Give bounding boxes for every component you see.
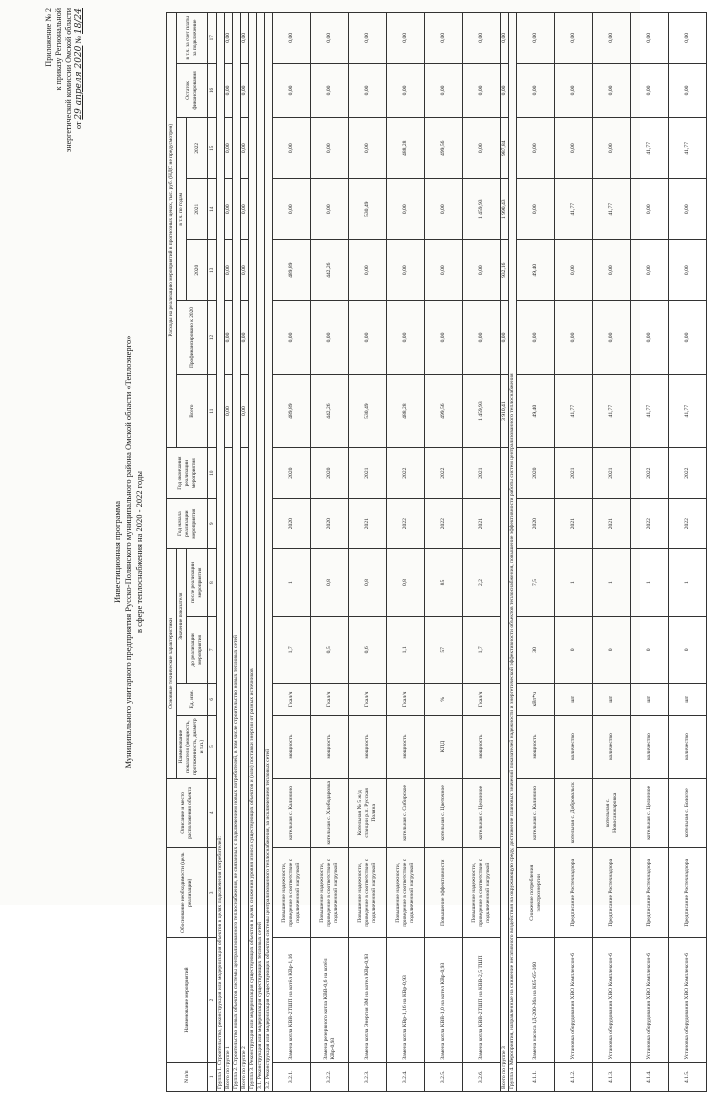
cell-2021: 530,49 — [349, 179, 387, 240]
cell-remain: 0,00 — [555, 63, 593, 118]
group-1-heading-label: Группа 1. Строительство, реконструкция или модернизация объектов в целях подключения потребителей: — [217, 13, 225, 1092]
cell-name: Замена котла Энергия 3М на котел КВр-0,93 — [349, 938, 387, 1062]
cell-debt: 0,00 — [631, 13, 669, 64]
column-number: 10 — [208, 448, 217, 498]
header-tech: Основные технические характеристики — [167, 549, 177, 778]
cell-end: 2021 — [463, 448, 501, 498]
cell-2020: 442,26 — [311, 240, 349, 301]
cell-remain: 0,00 — [387, 63, 425, 118]
cell-financed: 0,00 — [669, 301, 707, 375]
cell-end: 2022 — [631, 448, 669, 498]
group-3-heading-label: Группа 3. Реконструкция или модернизация существующих объектов в целях снижения уровня износа существующих объектов и (или) поставки энергии от разных источников — [249, 13, 257, 1092]
header-2022: 2022 — [187, 118, 208, 179]
header-remain: Остаток финансирования — [177, 63, 208, 118]
cell-before: 0 — [593, 616, 631, 683]
header-indicator: Наименование показателя (мощность, протяженность, диаметр и т.п.) — [177, 715, 208, 778]
cell-2021: 41,77 — [555, 179, 593, 240]
cell-name: Замена котла КВВ-2ТШП на КВВ-2,5 ТШП — [463, 938, 501, 1062]
cell-justification: Повышение эффективности — [425, 848, 463, 938]
cell-2021: 0,00 — [669, 179, 707, 240]
cell-debt: 0,00 — [425, 13, 463, 64]
cell-2021: 0,00 — [311, 179, 349, 240]
cell-start: 2022 — [387, 498, 425, 548]
cell-justification: Повышение надежности, приведение в соответствие с подключенной нагрузкой — [387, 848, 425, 938]
cell-name: Замена котла КВВ-2ТШП на котёл КВр-1,16 — [273, 938, 311, 1062]
group-1-total-value: 0,00 — [225, 118, 233, 179]
cell-2022: 41,77 — [631, 118, 669, 179]
cell-total: 41,77 — [555, 374, 593, 448]
cell-location: котельная с. Калинино — [517, 778, 555, 847]
cell-unit: шт — [555, 684, 593, 716]
header-financed: Профинансировано к 2020 — [177, 301, 208, 375]
column-number: 17 — [208, 13, 217, 64]
column-number: 1 — [208, 1062, 217, 1091]
column-number: 7 — [208, 616, 217, 683]
cell-financed: 0,00 — [273, 301, 311, 375]
cell-2021: 41,77 — [593, 179, 631, 240]
column-number: 6 — [208, 684, 217, 716]
cell-2020: 0,00 — [425, 240, 463, 301]
cell-number: 3.2.4. — [387, 1062, 425, 1091]
cell-2022: 0,00 — [463, 118, 501, 179]
title-line-2: Муниципального унитарного предприятия Русско-Полянского муниципального района Омской области «Теплоэнерго» — [123, 335, 133, 769]
group-2-total-value: 0,00 — [241, 374, 249, 448]
cell-2022: 41,77 — [669, 118, 707, 179]
cell-debt: 0,00 — [311, 13, 349, 64]
header-end: Год окончания реализации мероприятия — [167, 448, 208, 498]
appendix-from: от — [74, 121, 83, 129]
cell-end: 2022 — [669, 448, 707, 498]
group-1-total-value: 0,00 — [225, 240, 233, 301]
cell-start: 2021 — [555, 498, 593, 548]
table-row — [631, 13, 669, 1092]
cell-2020: 0,00 — [631, 240, 669, 301]
cell-number: 4.1.5. — [669, 1062, 707, 1091]
group-2-total-value: 0,00 — [241, 13, 249, 64]
column-number: 8 — [208, 549, 217, 616]
header-unit: Ед. изм. — [177, 684, 208, 716]
group-1-total-value: 0,00 — [225, 301, 233, 375]
group-1-total — [225, 13, 233, 1092]
cell-total: 41,77 — [631, 374, 669, 448]
cell-name: Замена котла КВВ-1,0 на котел КВр-0,93 — [425, 938, 463, 1062]
header-2020: 2020 — [187, 240, 208, 301]
cell-2020: 489,89 — [273, 240, 311, 301]
cell-financed: 0,00 — [593, 301, 631, 375]
cell-location: котельная с. Бологое — [669, 778, 707, 847]
cell-debt: 0,00 — [517, 13, 555, 64]
table-row — [425, 13, 463, 1092]
group-2-total-value: 0,00 — [241, 240, 249, 301]
group-2-heading-label: Группа 2. Строительство новых объектов системы централизованного теплоснабжения, не связанных с подключением новых потребителей, в том числе строительство новых тепловых сетей — [233, 13, 241, 1092]
cell-number: 4.1.3. — [593, 1062, 631, 1091]
column-number: 3 — [208, 848, 217, 938]
group-2-total-value: 0,00 — [241, 179, 249, 240]
cell-financed: 0,00 — [387, 301, 425, 375]
appendix-line-2: к приказу Региональной — [54, 8, 63, 91]
header-location: Описание и место расположения объекта — [167, 778, 208, 847]
cell-unit: Гкал/ч — [311, 684, 349, 716]
cell-after: 1 — [555, 549, 593, 616]
cell-end: 2020 — [311, 448, 349, 498]
table-row — [463, 13, 501, 1092]
cell-total: 499,56 — [425, 374, 463, 448]
appendix-line-3: энергетической комиссии Омской области — [64, 8, 73, 153]
cell-debt: 0,00 — [555, 13, 593, 64]
cell-justification: Предписание Ростехнадзора — [669, 848, 707, 938]
cell-unit: шт — [631, 684, 669, 716]
cell-indicator: количество — [631, 715, 669, 778]
cell-unit: Гкал/ч — [463, 684, 501, 716]
cell-before: 1,7 — [463, 616, 501, 683]
header-expenses: Расходы на реализацию мероприятий в прогнозных ценах, тыс. руб. (НДС не предусмотрен) — [167, 13, 177, 448]
cell-number: 3.2.3. — [349, 1062, 387, 1091]
appendix-line-1: Приложение № 2 — [44, 8, 53, 67]
group-2-total — [241, 13, 249, 1092]
cell-remain: 0,00 — [273, 63, 311, 118]
group-3-total-value: 987,84 — [501, 118, 509, 179]
header-by-years: в т.ч. по годам — [177, 118, 187, 301]
cell-financed: 0,00 — [631, 301, 669, 375]
column-number: 11 — [208, 374, 217, 448]
cell-start: 2022 — [631, 498, 669, 548]
appendix-header — [44, 8, 84, 152]
cell-unit: Гкал/ч — [387, 684, 425, 716]
cell-justification: Повышение надежности, приведение в соответствие с подключенной нагрузкой — [273, 848, 311, 938]
cell-unit: % — [425, 684, 463, 716]
cell-before: 0,6 — [349, 616, 387, 683]
cell-end: 2022 — [387, 448, 425, 498]
cell-justification: Предписание Ростехнадзора — [555, 848, 593, 938]
cell-name: Замена насоса 1Д-200-36а на К65-65-160 — [517, 938, 555, 1062]
table-body — [217, 13, 707, 1092]
header-value: Значение показателя — [177, 549, 187, 684]
cell-after: 0,8 — [387, 549, 425, 616]
group-3-total-label: Всего по группе 3 — [501, 448, 509, 1092]
table-row — [311, 13, 349, 1092]
cell-remain: 0,00 — [669, 63, 707, 118]
cell-end: 2020 — [517, 448, 555, 498]
cell-unit: шт — [593, 684, 631, 716]
cell-name: Установка оборудования ХВО Комплексон-6 — [593, 938, 631, 1062]
cell-2022: 0,00 — [593, 118, 631, 179]
group-3-total-value: 1 990,43 — [501, 179, 509, 240]
column-number: 2 — [208, 938, 217, 1062]
cell-before: 1,1 — [387, 616, 425, 683]
cell-financed: 0,00 — [463, 301, 501, 375]
cell-end: 2020 — [273, 448, 311, 498]
handwritten-date: 29 апреля 2020 — [74, 45, 84, 120]
cell-remain: 0,00 — [517, 63, 555, 118]
group-2-total-value: 0,00 — [241, 118, 249, 179]
header-justification: Обоснование необходимости (цель реализации) — [167, 848, 208, 938]
cell-name: Установка оборудования ХВО Комплексон-6 — [631, 938, 669, 1062]
cell-indicator: количество — [669, 715, 707, 778]
cell-debt: 0,00 — [669, 13, 707, 64]
table-row — [669, 13, 707, 1092]
cell-end: 2022 — [425, 448, 463, 498]
group-3-total — [501, 13, 509, 1092]
cell-unit: кВт*ч — [517, 684, 555, 716]
cell-2022: 499,56 — [425, 118, 463, 179]
header-name: Наименование мероприятий — [167, 938, 208, 1062]
cell-after: 7,5 — [517, 549, 555, 616]
cell-debt: 0,00 — [463, 13, 501, 64]
cell-after: 85 — [425, 549, 463, 616]
table-row — [555, 13, 593, 1092]
cell-debt: 0,00 — [273, 13, 311, 64]
cell-2022: 0,00 — [311, 118, 349, 179]
cell-remain: 0,00 — [631, 63, 669, 118]
cell-number: 4.1.1. — [517, 1062, 555, 1091]
cell-start: 2020 — [273, 498, 311, 548]
cell-total: 489,89 — [273, 374, 311, 448]
cell-location: котельная с. Сибирское — [387, 778, 425, 847]
cell-before: 0,5 — [311, 616, 349, 683]
header-total: Всего — [177, 374, 208, 448]
cell-after: 0,8 — [311, 549, 349, 616]
cell-start: 2020 — [517, 498, 555, 548]
cell-total: 1 459,93 — [463, 374, 501, 448]
column-number: 14 — [208, 179, 217, 240]
cell-start: 2021 — [463, 498, 501, 548]
cell-name: Замена котла КВр-1,16 на КВр-0,93 — [387, 938, 425, 1062]
cell-after: 1 — [631, 549, 669, 616]
cell-before: 1,7 — [273, 616, 311, 683]
cell-justification: Повышение надежности, приведение в соответствие с подключенной нагрузкой — [311, 848, 349, 938]
column-number: 4 — [208, 778, 217, 847]
cell-indicator: мощность — [517, 715, 555, 778]
table-row — [273, 13, 311, 1092]
cell-2021: 0,00 — [631, 179, 669, 240]
cell-location: котельная с. Целинное — [631, 778, 669, 847]
cell-2021: 0,00 — [517, 179, 555, 240]
group-2-heading — [233, 13, 241, 1092]
cell-financed: 0,00 — [349, 301, 387, 375]
header-after: после реализации мероприятия — [187, 549, 208, 616]
cell-remain: 0,00 — [311, 63, 349, 118]
cell-2021: 0,00 — [425, 179, 463, 240]
cell-indicator: мощность — [463, 715, 501, 778]
group-3-total-value: 0,00 — [501, 63, 509, 118]
cell-justification: Снижение потребления электроэнергии — [517, 848, 555, 938]
cell-total: 488,28 — [387, 374, 425, 448]
cell-justification: Повышение надежности, приведение в соответствие с подключенной нагрузкой — [463, 848, 501, 938]
cell-location: котельная с. Хлебодаровка — [311, 778, 349, 847]
cell-2022: 0,00 — [555, 118, 593, 179]
group-3-total-value: 0,00 — [501, 13, 509, 64]
cell-2022: 0,00 — [349, 118, 387, 179]
cell-2022: 0,00 — [273, 118, 311, 179]
appendix-number-sign: № — [74, 35, 83, 44]
cell-before: 57 — [425, 616, 463, 683]
header-debt: в т.ч. за счет платы за подключение — [177, 13, 208, 64]
cell-justification: Предписание Ростехнадзора — [631, 848, 669, 938]
group-3-1-heading-label: 3.1. Реконструкция или модернизация существующих тепловых сетей — [257, 13, 265, 1092]
cell-name: Установка оборудования ХВО Комплексон-6 — [555, 938, 593, 1062]
cell-total: 41,77 — [669, 374, 707, 448]
cell-after: 1 — [273, 549, 311, 616]
group-2-total-value: 0,00 — [241, 63, 249, 118]
group-1-total-value: 0,00 — [225, 13, 233, 64]
cell-before: 0 — [631, 616, 669, 683]
group-2-total-label: Всего по группе 2 — [241, 448, 249, 1092]
cell-debt: 0,00 — [593, 13, 631, 64]
cell-total: 530,49 — [349, 374, 387, 448]
cell-location: котельная с. Добровольск — [555, 778, 593, 847]
group-4-heading-label: Группа 4. Мероприятия, направленные на снижение негативного воздействия на окружающую среду, достижение плановых значений показателей надежности и энергетической эффективности объектов теплоснабжения, повышение эффективности работы систем централизованного теплоснабжения — [509, 13, 517, 1092]
cell-2020: 0,00 — [593, 240, 631, 301]
investment-table — [166, 12, 707, 1092]
cell-indicator: мощность — [273, 715, 311, 778]
cell-start: 2021 — [593, 498, 631, 548]
cell-location: котельная с. Новосанжаровка — [593, 778, 631, 847]
cell-after: 2,2 — [463, 549, 501, 616]
group-3-1-heading — [257, 13, 265, 1092]
group-4-heading — [509, 13, 517, 1092]
cell-indicator: КПД — [425, 715, 463, 778]
group-3-heading — [249, 13, 257, 1092]
cell-debt: 0,00 — [349, 13, 387, 64]
cell-number: 3.2.1. — [273, 1062, 311, 1091]
header-n: N п/п — [167, 1062, 208, 1091]
cell-2021: 0,00 — [273, 179, 311, 240]
cell-remain: 0,00 — [349, 63, 387, 118]
cell-start: 2022 — [669, 498, 707, 548]
cell-total: 49,40 — [517, 374, 555, 448]
cell-indicator: мощность — [311, 715, 349, 778]
cell-unit: шт — [669, 684, 707, 716]
cell-2020: 0,00 — [349, 240, 387, 301]
cell-end: 2021 — [555, 448, 593, 498]
column-numbers-row — [208, 13, 217, 1092]
cell-end: 2021 — [593, 448, 631, 498]
title-line-3: в сфере теплоснабжения на 2020 - 2022 годы — [134, 470, 144, 634]
cell-start: 2021 — [349, 498, 387, 548]
group-3-total-value: 3 910,41 — [501, 374, 509, 448]
rotated-sheet — [40, 2, 690, 1102]
cell-after: 1 — [593, 549, 631, 616]
cell-after: 0,8 — [349, 549, 387, 616]
cell-name: Установка оборудования ХВО Комплексон-6 — [669, 938, 707, 1062]
cell-remain: 0,00 — [463, 63, 501, 118]
appendix-line-4 — [74, 8, 84, 152]
cell-2022: 0,00 — [517, 118, 555, 179]
group-3-2-heading-label: 3.2. Реконструкция или модернизация существующих объектов системы централизованного теплоснабжения, за исключением тепловых сетей — [265, 13, 273, 1092]
group-1-total-value: 0,00 — [225, 63, 233, 118]
cell-after: 1 — [669, 549, 707, 616]
cell-unit: Гкал/ч — [349, 684, 387, 716]
cell-number: 3.2.5. — [425, 1062, 463, 1091]
cell-2020: 0,00 — [555, 240, 593, 301]
cell-financed: 0,00 — [425, 301, 463, 375]
cell-number: 3.2.6. — [463, 1062, 501, 1091]
group-3-total-value: 932,16 — [501, 240, 509, 301]
column-number: 5 — [208, 715, 217, 778]
cell-2021: 0,00 — [387, 179, 425, 240]
cell-indicator: мощность — [349, 715, 387, 778]
table-row — [517, 13, 555, 1092]
cell-indicator: мощность — [387, 715, 425, 778]
cell-2020: 0,00 — [669, 240, 707, 301]
cell-before: 0 — [669, 616, 707, 683]
cell-total: 442,26 — [311, 374, 349, 448]
cell-location: котельная с. Цветочное — [425, 778, 463, 847]
cell-start: 2020 — [311, 498, 349, 548]
column-number: 12 — [208, 301, 217, 375]
cell-justification: Предписание Ростехнадзора — [593, 848, 631, 938]
column-number: 9 — [208, 498, 217, 548]
cell-financed: 0,00 — [555, 301, 593, 375]
header-start: Год начала реализации мероприятия — [167, 498, 208, 548]
cell-before: 30 — [517, 616, 555, 683]
cell-2020: 0,00 — [463, 240, 501, 301]
cell-indicator: количество — [555, 715, 593, 778]
cell-name: Замена резервного котла КВВ-0,6 на котёл КВр-0,93 — [311, 938, 349, 1062]
cell-2022: 488,28 — [387, 118, 425, 179]
column-number: 15 — [208, 118, 217, 179]
cell-remain: 0,00 — [593, 63, 631, 118]
cell-start: 2022 — [425, 498, 463, 548]
cell-financed: 0,00 — [311, 301, 349, 375]
cell-2021: 1 459,93 — [463, 179, 501, 240]
group-3-total-value: 0,00 — [501, 301, 509, 375]
cell-remain: 0,00 — [425, 63, 463, 118]
cell-before: 0 — [555, 616, 593, 683]
cell-financed: 0,00 — [517, 301, 555, 375]
cell-end: 2021 — [349, 448, 387, 498]
column-number: 13 — [208, 240, 217, 301]
cell-location: котельная с. Целинное — [463, 778, 501, 847]
group-3-2-heading — [265, 13, 273, 1092]
table-row — [349, 13, 387, 1092]
header-2021: 2021 — [187, 179, 208, 240]
title-line-1: Инвестиционная программа — [112, 501, 122, 603]
cell-number: 4.1.2. — [555, 1062, 593, 1091]
cell-2020: 49,40 — [517, 240, 555, 301]
header-before: до реализации мероприятия — [187, 616, 208, 683]
cell-total: 41,77 — [593, 374, 631, 448]
cell-2020: 0,00 — [387, 240, 425, 301]
column-number: 16 — [208, 63, 217, 118]
cell-location: котельная с. Калинино — [273, 778, 311, 847]
cell-unit: Гкал/ч — [273, 684, 311, 716]
handwritten-number: 18/24 — [74, 8, 84, 34]
cell-debt: 0,00 — [387, 13, 425, 64]
group-1-total-value: 0,00 — [225, 179, 233, 240]
cell-justification: Повышение надежности, приведение в соответствие с подключенной нагрузкой — [349, 848, 387, 938]
group-1-heading — [217, 13, 225, 1092]
cell-location: Котельная № 5 ж/д станции р.п. Русская Поляна — [349, 778, 387, 847]
cell-indicator: количество — [593, 715, 631, 778]
table-row — [387, 13, 425, 1092]
group-1-total-value: 0,00 — [225, 374, 233, 448]
cell-number: 3.2.2. — [311, 1062, 349, 1091]
group-1-total-label: Всего по группе 1 — [225, 448, 233, 1092]
document-title — [112, 122, 145, 982]
group-2-total-value: 0,00 — [241, 301, 249, 375]
cell-number: 4.1.4. — [631, 1062, 669, 1091]
table-row — [593, 13, 631, 1092]
